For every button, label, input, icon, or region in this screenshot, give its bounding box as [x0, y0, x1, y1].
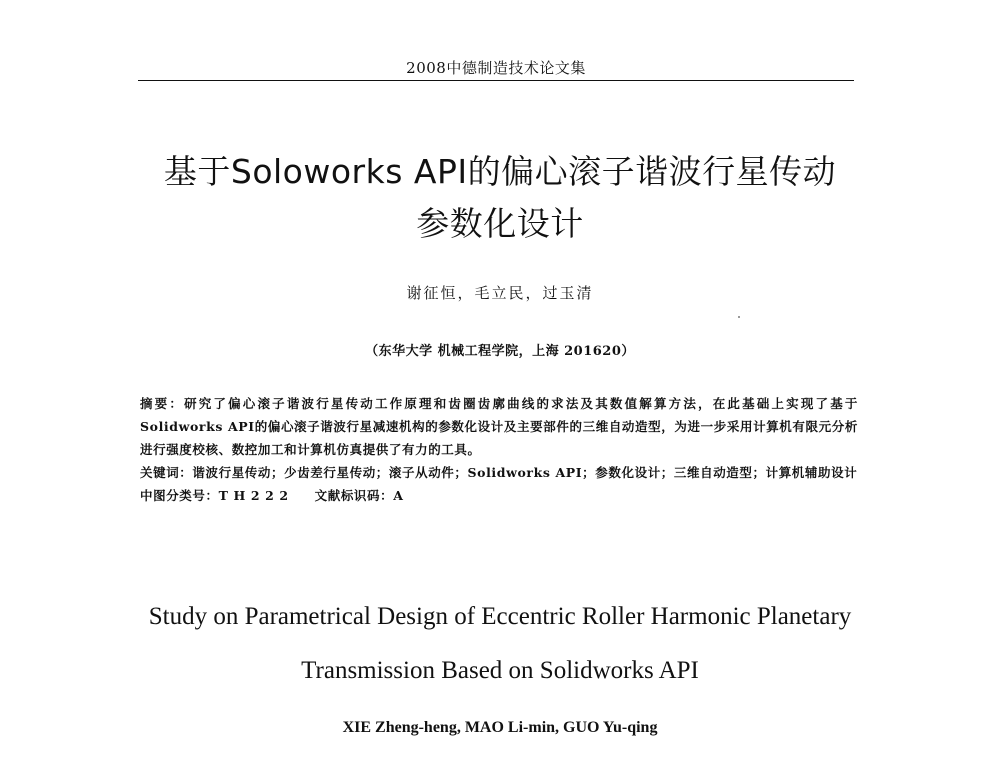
chinese-affiliation: （东华大学 机械工程学院，上海 201620）	[365, 344, 635, 359]
keywords-paragraph	[140, 461, 858, 484]
clc-value: T H 2 2 2	[218, 488, 289, 503]
keywords-text: 谐波行星传动；少齿差行星传动；滚子从动件；Solidworks API；参数化设计；三维自动造型；计算机辅助设计	[192, 465, 858, 480]
abstract-label: 摘要：	[140, 396, 185, 411]
keywords-label: 关键词：	[140, 465, 193, 480]
abstract-text: 研究了偏心滚子谐波行星传动工作原理和齿圈齿廓曲线的求法及其数值解算方法，在此基础上实现了基于Solidworks API的偏心滚子谐波行星减速机构的参数化设计及主要部件的三维自动造型，为进一步采用计算机有限元分析进行强度校核、数控加工和计算机仿真提供了有力的工具。	[140, 396, 858, 457]
chinese-title	[100, 146, 900, 250]
english-title	[100, 590, 900, 698]
doc-code-value: A	[393, 488, 404, 503]
classification-line	[140, 484, 858, 507]
chinese-title-line-2: 参数化设计	[416, 204, 584, 243]
header-rule	[138, 80, 854, 81]
abstract-block	[140, 392, 858, 507]
english-title-line-2: Transmission Based on Solidworks API	[301, 657, 699, 684]
chinese-authors: 谢征恒，毛立民，过玉清	[406, 284, 594, 302]
running-header: 2008中德制造技术论文集	[406, 59, 586, 77]
scan-speck	[738, 316, 740, 318]
english-title-line-1: Study on Parametrical Design of Eccentric Roller Harmonic Planetary	[148, 603, 852, 630]
english-authors: XIE Zheng-heng, MAO Li-min, GUO Yu-qing	[342, 719, 658, 736]
chinese-title-line-1: 基于Soloworks API的偏心滚子谐波行星传动	[163, 152, 837, 191]
abstract-paragraph	[140, 392, 858, 461]
clc-label: 中图分类号：	[140, 488, 219, 503]
doc-code-label: 文献标识码：	[314, 488, 394, 503]
